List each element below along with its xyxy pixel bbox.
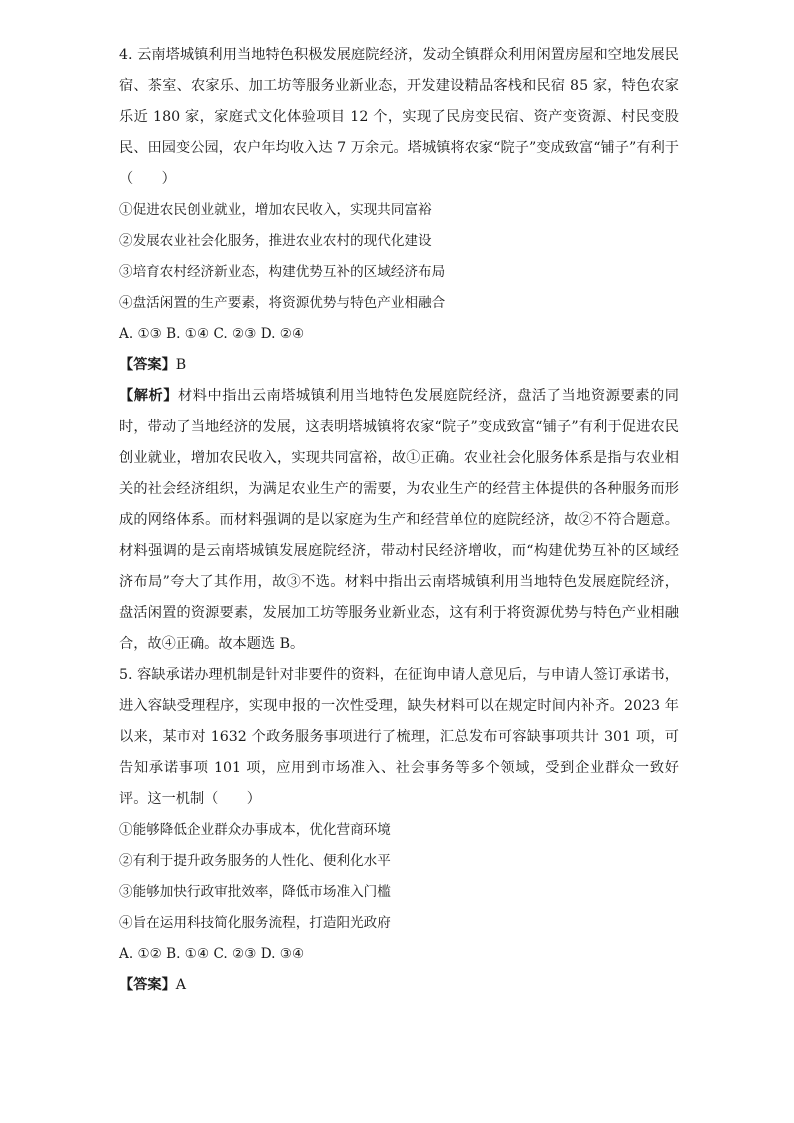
answer-value: A: [175, 977, 187, 993]
question-5-stem: 5. 容缺承诺办理机制是针对非要件的资料，在征询申请人意见后，与申请人签订承诺书，进入容缺受理程序，实现申报的一次性受理，缺失材料可以在规定时间内补齐。2023 年以来，某市对 1632 个政务服务事项进行了梳理，汇总发布可容缺事项共计 301 项，可告知承诺事项 101 项，应用到市场准入、社会事务等多个领域，受到企业群众一致好评。这一机制（ ）: [119, 667, 679, 807]
question-5-option-2: ②有利于提升政务服务的人性化、便利化水平: [119, 853, 391, 869]
question-5-option-1: ①能够降低企业群众办事成本，优化营商环境: [119, 822, 391, 838]
answer-tag: 【答案】: [119, 357, 176, 373]
question-4-option-1: ①促进农民创业就业，增加农民收入，实现共同富裕: [119, 202, 432, 218]
question-5-option-3: ③能够加快行政审批效率，降低市场准入门槛: [119, 884, 391, 900]
question-4-option-2: ②发展农业社会化服务，推进农业农村的现代化建设: [119, 233, 432, 249]
question-4-answer: [119, 350, 679, 381]
answer-value: B: [175, 357, 187, 373]
question-5-choices: A. ①② B. ①④ C. ②③ D. ③④: [119, 946, 305, 962]
analysis-text: 材料中指出云南塔城镇利用当地特色发展庭院经济，盘活了当地资源要素的同时，带动了当地经济的发展，这表明塔城镇将农家“院子”变成致富“铺子”有利于促进农民创业就业，增加农民收入，实现共同富裕，故①正确。农业社会化服务体系是指与农业相关的社会经济组织，为满足农业生产的需要，为农业生产的经营主体提供的各种服务而形成的网络体系。而材料强调的是以家庭为生产和经营单位的庭院经济，故②不符合题意。材料强调的是云南塔城镇发展庭院经济，带动村民经济增收，而“构建优势互补的区域经济布局”夸大了其作用，故③不选。材料中指出云南塔城镇利用当地特色发展庭院经济，盘活闲置的资源要素，发展加工坊等服务业新业态，这有利于将资源优势与特色产业相融合，故④正确。故本题选 B。: [119, 388, 679, 652]
question-4: [119, 40, 679, 660]
document-page: [119, 40, 679, 1001]
question-4-stem: 4. 云南塔城镇利用当地特色积极发展庭院经济，发动全镇群众利用闲置房屋和空地发展民宿、茶室、农家乐、加工坊等服务业新业态，开发建设精品客栈和民宿 85 家，特色农家乐近 180 家，家庭式文化体验项目 12 个，实现了民房变民宿、资产变资源、村民变股民、田园变公园，农户年均收入达 7 万余元。塔城镇将农家“院子”变成致富“铺子”有利于（ ）: [119, 47, 679, 187]
question-4-choices: A. ①③ B. ①④ C. ②③ D. ②④: [119, 326, 305, 342]
question-5-option-4: ④旨在运用科技简化服务流程，打造阳光政府: [119, 915, 391, 931]
analysis-tag: 【解析】: [119, 388, 179, 404]
question-5-answer: [119, 970, 679, 1001]
answer-tag: 【答案】: [119, 977, 176, 993]
question-4-option-4: ④盘活闲置的生产要素，将资源优势与特色产业相融合: [119, 295, 446, 311]
question-4-analysis: [119, 381, 679, 660]
question-4-option-3: ③培育农村经济新业态，构建优势互补的区域经济布局: [119, 264, 446, 280]
question-5: [119, 660, 679, 1001]
